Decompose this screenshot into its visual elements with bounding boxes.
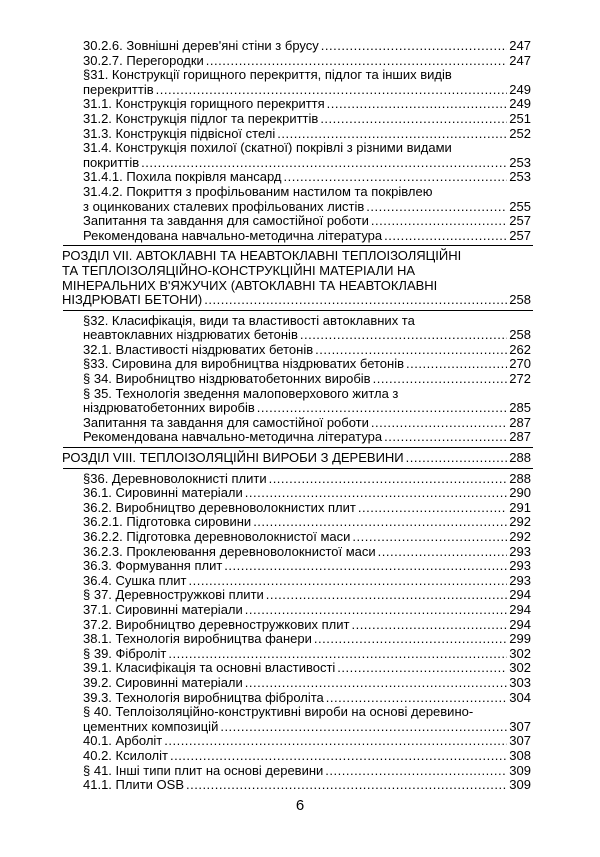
- toc-entry-title-line: §33. Сировина для виробництва ніздрюватих бетонів: [83, 356, 405, 372]
- toc-entry-row: [0, 156, 600, 171]
- toc-page-number: 299: [509, 631, 531, 647]
- toc-entry-row: [0, 214, 600, 229]
- dot-leader: [406, 357, 507, 372]
- toc-page-number: 303: [509, 674, 531, 690]
- toc-entry-row: [0, 618, 600, 633]
- toc-entry-row: [0, 588, 600, 603]
- toc-entry: [0, 545, 600, 560]
- toc-entry-row: [0, 472, 600, 487]
- toc-entry-row: [0, 676, 600, 691]
- toc-entry: [0, 486, 600, 501]
- toc-entry-row: [0, 486, 600, 501]
- dot-leader: [141, 156, 507, 171]
- toc-entry-row: [0, 778, 600, 793]
- toc-entry-title-line: Запитання та завдання для самостійної роботи: [83, 213, 369, 229]
- section-divider-line: [63, 245, 533, 246]
- toc-entry: [0, 343, 600, 358]
- dot-leader: [266, 588, 508, 603]
- toc-entry-row: [0, 372, 600, 387]
- toc-entry-row: [0, 357, 600, 372]
- toc-entry: [0, 451, 600, 466]
- toc-page-number: 307: [509, 718, 531, 734]
- toc-page-number: 304: [509, 689, 531, 705]
- toc-entry: [0, 430, 600, 445]
- toc-entry: [0, 676, 600, 691]
- dot-leader: [189, 574, 508, 589]
- toc-entry: [0, 170, 600, 185]
- toc-page-number: 290: [509, 485, 531, 501]
- toc-entry-row: [0, 343, 600, 358]
- toc-page-number: 288: [509, 470, 531, 486]
- toc-entry-row: [0, 720, 600, 735]
- toc-entry-title-line: 37.2. Виробництво деревностружкових плит: [83, 616, 350, 632]
- dot-leader: [352, 530, 507, 545]
- toc-entry-row: [0, 416, 600, 431]
- toc-page-number: 249: [509, 81, 531, 97]
- toc-page-number: 309: [509, 762, 531, 778]
- toc-entry-row: [0, 515, 600, 530]
- toc-entry-title-line: Запитання та завдання для самостійної роботи: [83, 414, 369, 430]
- dot-leader: [337, 661, 507, 676]
- toc-entry-row: [0, 430, 600, 445]
- toc-entry: [0, 54, 600, 69]
- toc-entry-title-line: 37.1. Сировинні матеріали: [83, 601, 243, 617]
- toc-entry: [0, 559, 600, 574]
- toc-entry-title-line: 30.2.6. Зовнішні дерев'яні стіни з брусу: [83, 38, 319, 53]
- toc-entry-row: [0, 501, 600, 516]
- toc-entry: [0, 249, 600, 307]
- toc-entry-title-line: 31.4.2. Покриття з профільованим настилом та покрівлею: [83, 183, 433, 199]
- toc-page-number: 247: [509, 52, 531, 68]
- toc-entry-row: [0, 54, 600, 69]
- toc-entry-row: [0, 661, 600, 676]
- toc-page-number: 285: [509, 400, 531, 416]
- toc-entry: [0, 734, 600, 749]
- toc-page-number: 272: [509, 371, 531, 387]
- toc-entry-title-line: НІЗДРЮВАТІ БЕТОНИ): [62, 292, 203, 308]
- toc-entry-title-line: 36.2.3. Проклеювання деревноволокнистої маси: [83, 543, 376, 559]
- toc-page-number: 302: [509, 660, 531, 676]
- toc-entry-title-line: § 40. Теплоізоляційно-конструктивні вироби на основі деревино-: [83, 704, 474, 720]
- toc-entry-title-line: 31.1. Конструкція горищного перекриття: [83, 96, 325, 112]
- toc-entry-row: [0, 229, 600, 244]
- toc-entry: [0, 39, 600, 54]
- toc-entry-row: [0, 127, 600, 142]
- dot-leader: [186, 778, 507, 793]
- toc-entry-title-line: 36.2. Виробництво деревноволокнистих плит: [83, 499, 356, 515]
- toc-entry-title-line: 31.4.1. Похила покрівля мансард: [83, 169, 282, 185]
- toc-entry: [0, 764, 600, 779]
- toc-page-number: 253: [509, 169, 531, 185]
- toc-entry-row: [0, 530, 600, 545]
- dot-leader: [384, 430, 507, 445]
- toc-entry: [0, 632, 600, 647]
- toc-page-number: 255: [509, 198, 531, 214]
- dot-leader: [224, 559, 507, 574]
- toc-entry-title-line: 31.3. Конструкція підвісної стелі: [83, 125, 276, 141]
- dot-leader: [371, 214, 507, 229]
- toc-page-number: 292: [509, 529, 531, 544]
- toc-entry-title-line: 36.1. Сировинні матеріали: [83, 485, 243, 501]
- dot-leader: [257, 401, 508, 416]
- dot-leader: [371, 416, 507, 431]
- dot-leader: [315, 343, 507, 358]
- toc-entry-title-line: § 41. Інші типи плит на основі деревини: [83, 762, 324, 778]
- toc-entry-row: [0, 170, 600, 185]
- toc-entry-title-line: 41.1. Плити OSB: [83, 777, 184, 793]
- toc-entry-title-line: 39.3. Технологія виробництва фіброліта: [83, 689, 324, 705]
- toc-entry-title-line: 36.4. Сушка плит: [83, 572, 187, 588]
- dot-leader: [206, 54, 508, 69]
- toc-page-number: 262: [509, 341, 531, 357]
- toc-entry-title-line: 36.2.1. Підготовка сировини: [83, 514, 252, 530]
- toc-entry: [0, 603, 600, 618]
- dot-leader: [373, 372, 508, 387]
- toc-entry: [0, 229, 600, 244]
- toc-entry: [0, 691, 600, 706]
- toc-entry-row: [0, 293, 600, 308]
- dot-leader: [156, 83, 508, 98]
- toc-entry-title-line: Рекомендована навчально-методична література: [83, 227, 383, 243]
- toc-entry: [0, 185, 600, 214]
- toc-entry: [0, 416, 600, 431]
- toc-entry-row: [0, 451, 600, 466]
- toc-page-number: 247: [509, 38, 531, 53]
- toc-page-number: 294: [509, 587, 531, 603]
- toc-entry: [0, 778, 600, 793]
- dot-leader: [277, 127, 507, 142]
- dot-leader: [351, 618, 507, 633]
- toc-entry: [0, 68, 600, 97]
- toc-entry: [0, 472, 600, 487]
- toc-page-number: 249: [509, 96, 531, 112]
- toc-entry: [0, 141, 600, 170]
- toc-entry-title-line: § 37. Деревностружкові плити: [83, 587, 264, 603]
- toc-entry: [0, 661, 600, 676]
- dot-leader: [325, 764, 507, 779]
- toc-entry-title-line: §36. Деревноволокнисті плити: [83, 470, 267, 486]
- toc-entry: [0, 530, 600, 545]
- section-divider-line: [63, 310, 533, 311]
- toc-page-number: 288: [509, 450, 531, 466]
- toc-page-number: 292: [509, 514, 531, 530]
- toc-page-number: 307: [509, 733, 531, 749]
- toc-entry-row: [0, 39, 600, 54]
- toc-entry-row: [0, 545, 600, 560]
- toc-entry-title-line: МІНЕРАЛЬНИХ В'ЯЖУЧИХ (АВТОКЛАВНІ ТА НЕАВТОКЛАВНІ: [62, 277, 438, 293]
- toc-page-number: 294: [509, 601, 531, 617]
- toc-entry-row: [0, 691, 600, 706]
- dot-leader: [366, 200, 507, 215]
- dot-leader: [245, 486, 508, 501]
- toc-page-number: 270: [509, 356, 531, 372]
- toc-entry-title-line: ТА ТЕПЛОІЗОЛЯЦІЙНО-КОНСТРУКЦІЙНІ МАТЕРІАЛИ НА: [62, 262, 416, 278]
- toc-entry: [0, 214, 600, 229]
- toc-entry: [0, 705, 600, 734]
- dot-leader: [168, 647, 507, 662]
- toc-entry: [0, 574, 600, 589]
- toc-page-number: 309: [509, 777, 531, 793]
- toc-entry: [0, 501, 600, 516]
- toc-page-number: 291: [509, 499, 531, 515]
- toc-entry-row: [0, 764, 600, 779]
- toc-entry-title-line: § 34. Виробництво ніздрюватобетонних виробів: [83, 371, 371, 387]
- toc-entry: [0, 112, 600, 127]
- toc-page-number: 257: [509, 227, 531, 243]
- toc-entry-title-line: цементних композицій: [83, 718, 219, 734]
- dot-leader: [245, 676, 508, 691]
- toc-entry-title-line: Рекомендована навчально-методична література: [83, 429, 383, 445]
- toc-entry-title-line: §32. Класифікація, види та властивості автоклавних та: [83, 312, 415, 328]
- toc-entry-row: [0, 559, 600, 574]
- toc-page-number: 293: [509, 558, 531, 574]
- toc-entry: [0, 387, 600, 416]
- dot-leader: [314, 632, 507, 647]
- toc-entry: [0, 357, 600, 372]
- toc-page-number: 293: [509, 572, 531, 588]
- dot-leader: [204, 293, 507, 308]
- toc-page-number: 258: [509, 327, 531, 343]
- toc-entry: [0, 647, 600, 662]
- toc-page-number: 308: [509, 747, 531, 763]
- toc-entry-title-line: § 39. Фіброліт: [83, 645, 167, 661]
- dot-leader: [378, 545, 508, 560]
- toc-entry-title-line: РОЗДІЛ VII. АВТОКЛАВНІ ТА НЕАВТОКЛАВНІ ТЕПЛОІЗОЛЯЦІЙНІ: [62, 248, 462, 264]
- toc-entry-title-line: §31. Конструкції горищного перекриття, підлог та інших видів: [83, 67, 452, 83]
- dot-leader: [253, 515, 507, 530]
- toc-entry-title-line: 38.1. Технологія виробництва фанери: [83, 631, 312, 647]
- dot-leader: [406, 451, 508, 466]
- toc-page-number: 258: [509, 292, 531, 308]
- toc-entry-title-line: 30.2.7. Перегородки: [83, 52, 204, 68]
- toc-entry-row: [0, 200, 600, 215]
- toc-entry-title-line: перекриттів: [83, 81, 154, 97]
- toc-entry: [0, 97, 600, 112]
- dot-leader: [269, 472, 508, 487]
- dot-leader: [300, 328, 507, 343]
- toc-entry-title-line: 39.2. Сировинні матеріали: [83, 674, 243, 690]
- toc-entry: [0, 372, 600, 387]
- dot-leader: [170, 749, 507, 764]
- toc-page-number: 293: [509, 543, 531, 559]
- toc-entry-row: [0, 632, 600, 647]
- toc-entry-row: [0, 83, 600, 98]
- toc-entry: [0, 749, 600, 764]
- toc-entry: [0, 127, 600, 142]
- toc-entry-title-line: 40.2. Ксилоліт: [83, 747, 168, 763]
- section-divider-line: [63, 447, 533, 448]
- toc-entry-row: [0, 734, 600, 749]
- toc-entry-row: [0, 97, 600, 112]
- toc-entry-title-line: неавтоклавних ніздрюватих бетонів: [83, 327, 298, 343]
- toc-entry-title-line: § 35. Технологія зведення малоповерхового житла з: [83, 385, 399, 401]
- toc-entry-row: [0, 603, 600, 618]
- dot-leader: [326, 691, 508, 706]
- dot-leader: [358, 501, 507, 516]
- dot-leader: [384, 229, 507, 244]
- toc-page-number: 257: [509, 213, 531, 229]
- toc-page-number: 251: [509, 110, 531, 126]
- toc-entry-title-line: з оцинкованих сталевих профільованих листів: [83, 198, 365, 214]
- dot-leader: [164, 734, 507, 749]
- page-number: 6: [295, 797, 305, 814]
- toc-entry-title-line: 32.1. Властивості ніздрюватих бетонів: [83, 341, 314, 357]
- toc-entry-row: [0, 647, 600, 662]
- toc-page-number: 287: [509, 429, 531, 445]
- dot-leader: [327, 97, 508, 112]
- toc-page-number: 287: [509, 414, 531, 430]
- dot-leader: [284, 170, 508, 185]
- toc-entry-row: [0, 574, 600, 589]
- toc-entry-row: [0, 112, 600, 127]
- toc-entry-title-line: 31.4. Конструкція похилої (скатної) покрівлі з різними видами: [83, 140, 452, 156]
- toc-page-number: 252: [509, 125, 531, 141]
- toc-entry-row: [0, 401, 600, 416]
- toc-page-number: 294: [509, 616, 531, 632]
- toc-entry-title-line: 40.1. Арболіт: [83, 733, 163, 749]
- toc-entry-title-line: ніздрюватобетонних виробів: [83, 400, 255, 416]
- toc-entry-title-line: РОЗДІЛ VIII. ТЕПЛОІЗОЛЯЦІЙНІ ВИРОБИ З ДЕРЕВИНИ: [62, 450, 404, 466]
- toc-entry: [0, 618, 600, 633]
- toc-entry-row: [0, 328, 600, 343]
- toc-page-number: 253: [509, 154, 531, 170]
- dot-leader: [321, 39, 508, 54]
- toc-entry-title-line: 36.3. Формування плит: [83, 558, 223, 574]
- dot-leader: [245, 603, 508, 618]
- dot-leader: [320, 112, 507, 127]
- toc-entry-title-line: 31.2. Конструкція підлог та перекриттів: [83, 110, 319, 126]
- toc-entry-title-line: покриттів: [83, 154, 140, 170]
- dot-leader: [220, 720, 507, 735]
- toc-entry-row: [0, 749, 600, 764]
- toc-entry-title-line: 39.1. Класифікація та основні властивості: [83, 660, 336, 676]
- toc-entry-title-line: 36.2.2. Підготовка деревноволокнистої маси: [83, 529, 351, 544]
- section-divider-line: [63, 468, 533, 469]
- toc-entry: [0, 515, 600, 530]
- toc-entry: [0, 588, 600, 603]
- toc-entry: [0, 314, 600, 343]
- toc-page-number: 302: [509, 645, 531, 661]
- table-of-contents: [0, 39, 600, 793]
